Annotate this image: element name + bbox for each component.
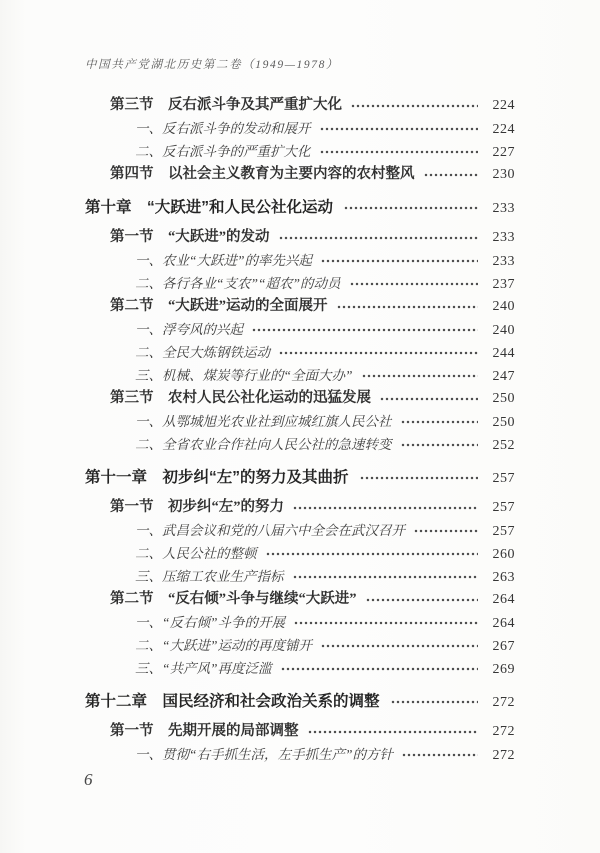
toc-entry-text: 二、“大跃进”运动的再度铺开 <box>135 638 313 653</box>
toc-row-sub <box>85 565 515 588</box>
dot-leader <box>279 236 479 240</box>
toc-entry-page: 233 <box>492 201 515 216</box>
dot-leader <box>351 104 478 108</box>
toc-row-sub <box>85 657 515 680</box>
toc-entry-page: 227 <box>492 145 515 160</box>
toc-row-section <box>85 496 515 519</box>
toc-row-sub <box>85 433 515 456</box>
toc-entry-page: 224 <box>492 98 515 113</box>
toc-entry-text: 一、反右派斗争的发动和展开 <box>135 121 311 136</box>
toc-row-sub <box>85 272 515 295</box>
toc-row-sub <box>85 410 515 433</box>
toc-row-section <box>85 387 515 410</box>
toc-entry-text: 第十一章 初步纠“左”的努力及其曲折 <box>85 469 349 486</box>
toc-entry-page: 233 <box>492 254 515 269</box>
dot-leader <box>401 420 479 424</box>
dot-leader <box>424 173 479 177</box>
toc-entry-text: 二、各行各业“支农”“超农”的动员 <box>135 276 341 291</box>
dot-leader <box>321 644 478 648</box>
toc-entry-text: 第三节 反右派斗争及其严重扩大化 <box>110 97 342 113</box>
dot-leader <box>344 206 478 210</box>
toc-entry-text: 三、“共产风”再度泛滥 <box>135 661 272 676</box>
toc-entry-page: 272 <box>492 748 515 763</box>
toc-row-chapter <box>85 690 515 713</box>
toc-entry-text: 二、全民大炼钢铁运动 <box>135 345 270 360</box>
toc-row-sub <box>85 743 515 766</box>
toc-entry-page: 257 <box>492 471 515 486</box>
toc-entry-text: 一、“反右倾”斗争的开展 <box>135 615 286 630</box>
toc-row-sub <box>85 519 515 542</box>
toc-entry-page: 272 <box>492 724 515 739</box>
toc-entry-text: 一、浮夸风的兴起 <box>135 322 243 337</box>
toc-row-sub <box>85 364 515 387</box>
toc-entry-page: 250 <box>492 391 515 406</box>
toc-entry-text: 第一节 “大跃进”的发动 <box>110 229 270 245</box>
toc-entry-page: 257 <box>492 524 515 539</box>
toc-entry-page: 272 <box>492 695 515 710</box>
toc-row-section <box>85 94 515 117</box>
toc-entry-text: 第十二章 国民经济和社会政治关系的调整 <box>85 693 380 710</box>
toc-row-chapter <box>85 196 515 219</box>
toc-entry-text: 第二节 “反右倾”斗争与继续“大跃进” <box>110 591 357 607</box>
toc-entry-page: 237 <box>492 277 515 292</box>
dot-leader <box>293 506 478 510</box>
dot-leader <box>391 700 478 704</box>
toc-entry-text: 一、武昌会议和党的八届六中全会在武汉召开 <box>135 523 405 538</box>
dot-leader <box>360 476 478 480</box>
toc-entry-text: 第三节 农村人民公社化运动的迅猛发展 <box>110 390 371 406</box>
toc-entry-page: 240 <box>492 299 515 314</box>
dot-leader <box>380 397 478 401</box>
page-number: 6 <box>84 770 93 789</box>
toc-row-section <box>85 226 515 249</box>
dot-leader <box>362 374 478 378</box>
dot-leader <box>350 282 478 286</box>
dot-leader <box>293 575 479 579</box>
toc-entry-page: 257 <box>492 500 515 515</box>
toc-row-section <box>85 163 515 186</box>
toc-entry-page: 263 <box>492 570 515 585</box>
dot-leader <box>308 730 479 734</box>
toc-entry-page: 247 <box>492 369 515 384</box>
dot-leader <box>252 328 478 332</box>
toc-entry-text: 第一节 初步纠“左”的努力 <box>110 499 284 515</box>
toc-entry-text: 二、人民公社的整顿 <box>135 546 257 561</box>
toc-entry-text: 第十章 “大跃进”和人民公社化运动 <box>85 199 334 216</box>
dot-leader <box>294 621 478 625</box>
toc-entry-page: 264 <box>492 616 515 631</box>
dot-leader <box>266 552 479 556</box>
toc-row-sub <box>85 542 515 565</box>
dot-leader <box>337 305 479 309</box>
toc-entry-page: 224 <box>492 122 515 137</box>
dot-leader <box>414 529 478 533</box>
toc-entry-text: 一、农业“大跃进”的率先兴起 <box>135 253 313 268</box>
toc-entry-page: 250 <box>492 415 515 430</box>
toc-row-sub <box>85 634 515 657</box>
toc-row-section <box>85 720 515 743</box>
toc-row-sub <box>85 249 515 272</box>
toc-entry-text: 二、全省农业合作社向人民公社的急速转变 <box>135 437 392 452</box>
toc-entry-page: 267 <box>492 639 515 654</box>
toc-entry-page: 252 <box>492 438 515 453</box>
toc-entry-page: 240 <box>492 323 515 338</box>
toc-entry-text: 一、从鄂城旭光农业社到应城红旗人民公社 <box>135 414 392 429</box>
toc-row-sub <box>85 611 515 634</box>
toc-row-sub <box>85 140 515 163</box>
toc-entry-page: 230 <box>492 167 515 182</box>
toc-entry-text: 第四节 以社会主义教育为主要内容的农村整风 <box>110 166 415 182</box>
dot-leader <box>402 753 478 757</box>
toc-entry-text: 二、反右派斗争的严重扩大化 <box>135 144 311 159</box>
toc-entry-page: 269 <box>492 662 515 677</box>
running-header: 中国共产党湖北历史第二卷（1949—1978） <box>85 59 340 71</box>
toc-row-sub <box>85 341 515 364</box>
dot-leader <box>320 127 479 131</box>
toc-row-sub <box>85 318 515 341</box>
toc-entry-page: 260 <box>492 547 515 562</box>
toc-entry-text: 第二节 “大跃进”运动的全面展开 <box>110 298 328 314</box>
toc-row-section <box>85 295 515 318</box>
toc-entry-text: 第一节 先期开展的局部调整 <box>110 723 299 739</box>
toc-entry-text: 一、贯彻“右手抓生活，左手抓生产”的方针 <box>135 747 394 762</box>
toc-entry-page: 264 <box>492 592 515 607</box>
toc-entry-text: 三、机械、煤炭等行业的“全面大办” <box>135 368 353 383</box>
toc-entry-text: 三、压缩工农业生产指标 <box>135 569 284 584</box>
toc-entry-page: 233 <box>492 230 515 245</box>
dot-leader <box>281 667 478 671</box>
dot-leader <box>401 443 479 447</box>
dot-leader <box>279 351 478 355</box>
toc-row-chapter <box>85 466 515 489</box>
dot-leader <box>321 259 478 263</box>
dot-leader <box>320 150 479 154</box>
toc-row-sub <box>85 117 515 140</box>
toc-entry-page: 244 <box>492 346 515 361</box>
dot-leader <box>366 598 479 602</box>
table-of-contents <box>85 94 515 766</box>
toc-row-section <box>85 588 515 611</box>
